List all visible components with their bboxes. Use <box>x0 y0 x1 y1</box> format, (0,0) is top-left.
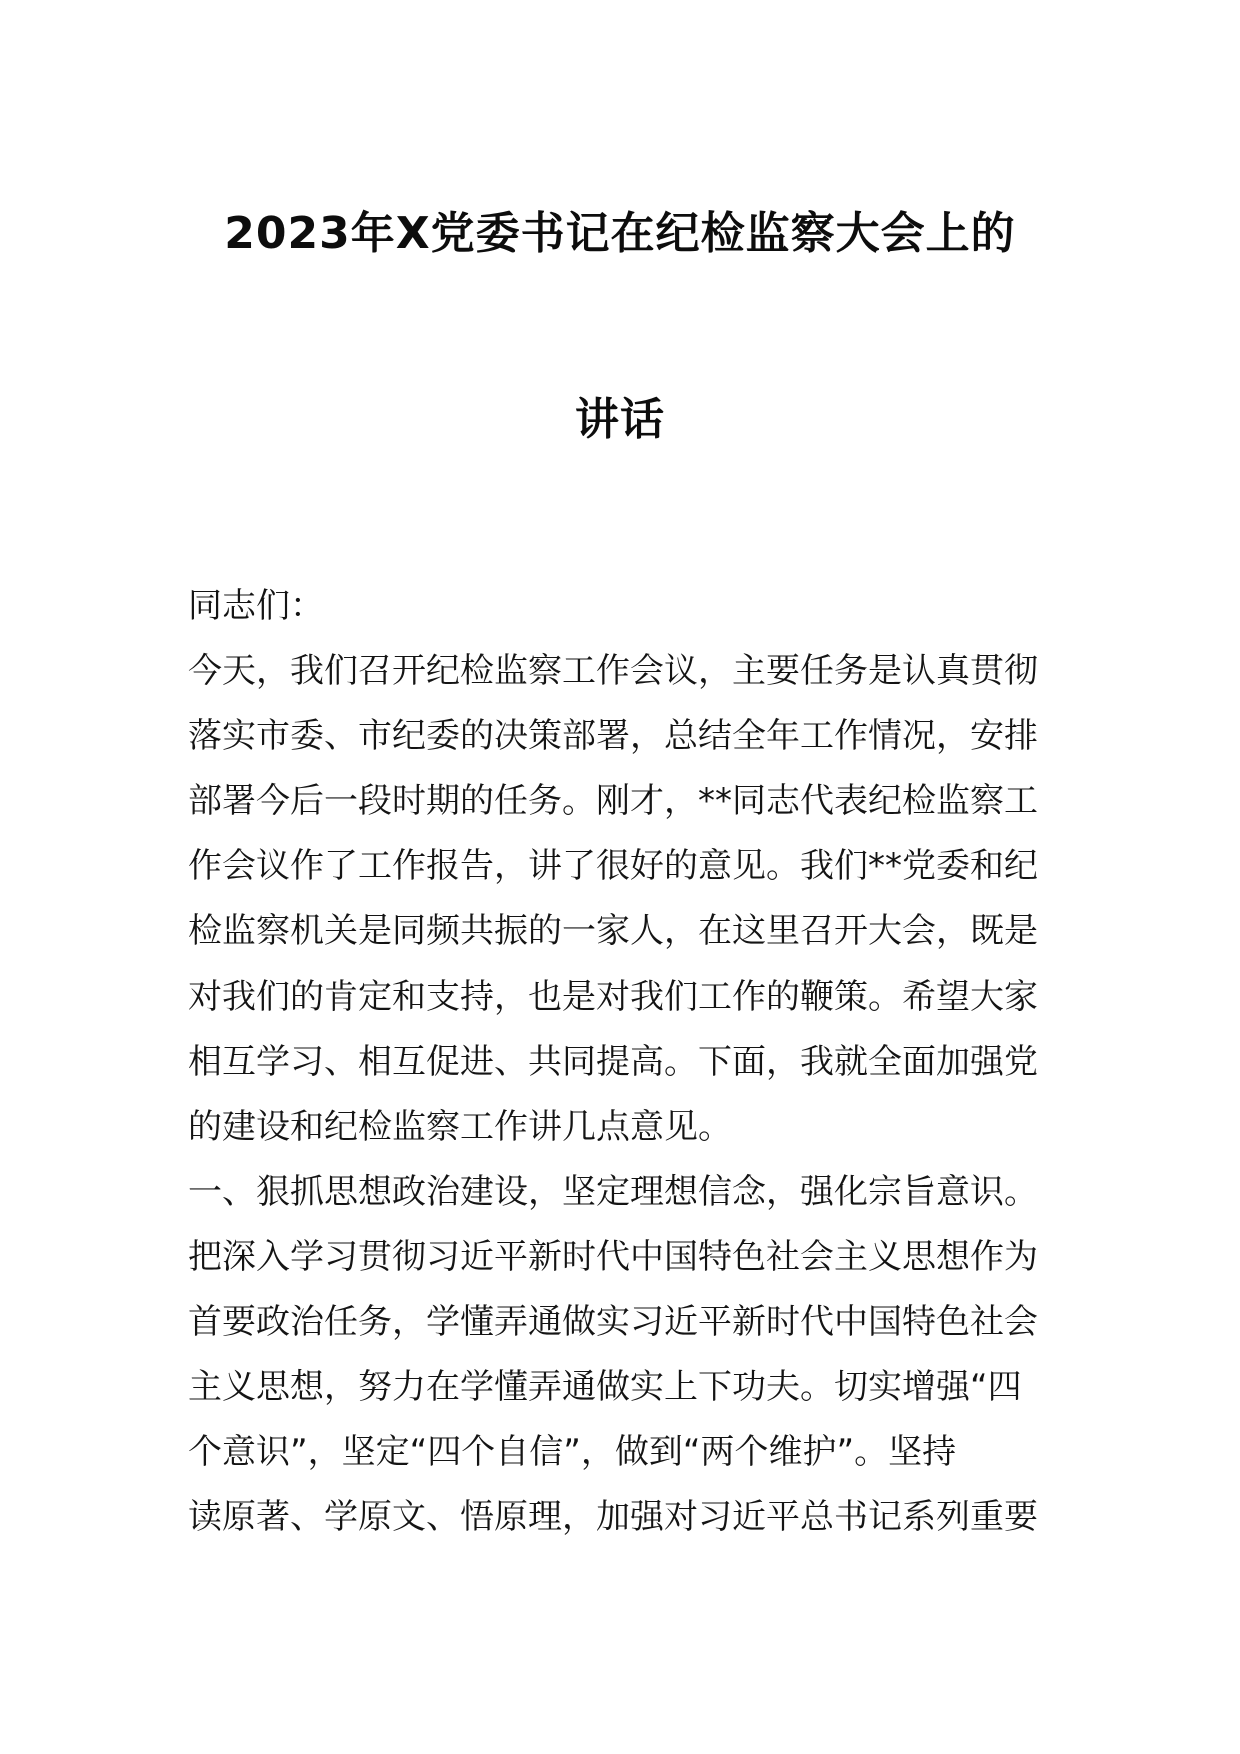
body-line: 把深入学习贯彻习近平新时代中国特色社会主义思想作为 <box>188 1236 1038 1277</box>
document-body <box>188 574 1068 1550</box>
body-line: 检监察机关是同频共振的一家人，在这里召开大会，既是 <box>188 911 1038 952</box>
body-line: 相互学习、相互促进、共同提高。下面，我就全面加强党 <box>188 1041 1038 1082</box>
body-line: 主义思想，努力在学懂弄通做实上下功夫。切实增强“四 <box>188 1367 1022 1408</box>
document-title-line-2: 讲话 <box>575 394 665 445</box>
body-line: 的建设和纪检监察工作讲几点意见。 <box>188 1106 732 1147</box>
body-line: 作会议作了工作报告，讲了很好的意见。我们**党委和纪 <box>188 846 1038 887</box>
body-line: 读原著、学原文、悟原理，加强对习近平总书记系列重要 <box>188 1497 1038 1538</box>
section-heading-1: 一、狠抓思想政治建设，坚定理想信念，强化宗旨意识。 <box>188 1171 1038 1212</box>
body-line: 个意识”，坚定“四个自信”，做到“两个维护”。坚持 <box>188 1432 957 1473</box>
body-line: 落实市委、市纪委的决策部署，总结全年工作情况，安排 <box>188 716 1038 757</box>
salutation: 同志们： <box>188 586 324 626</box>
body-line: 部署今后一段时期的任务。刚才，**同志代表纪检监察工 <box>188 781 1038 822</box>
body-line: 首要政治任务，学懂弄通做实习近平新时代中国特色社会 <box>188 1302 1038 1343</box>
body-line: 对我们的肯定和支持，也是对我们工作的鞭策。希望大家 <box>188 976 1038 1017</box>
document-title-line-1: 2023年X党委书记在纪检监察大会上的 <box>224 208 1016 259</box>
body-line: 今天，我们召开纪检监察工作会议，主要任务是认真贯彻 <box>188 651 1038 692</box>
